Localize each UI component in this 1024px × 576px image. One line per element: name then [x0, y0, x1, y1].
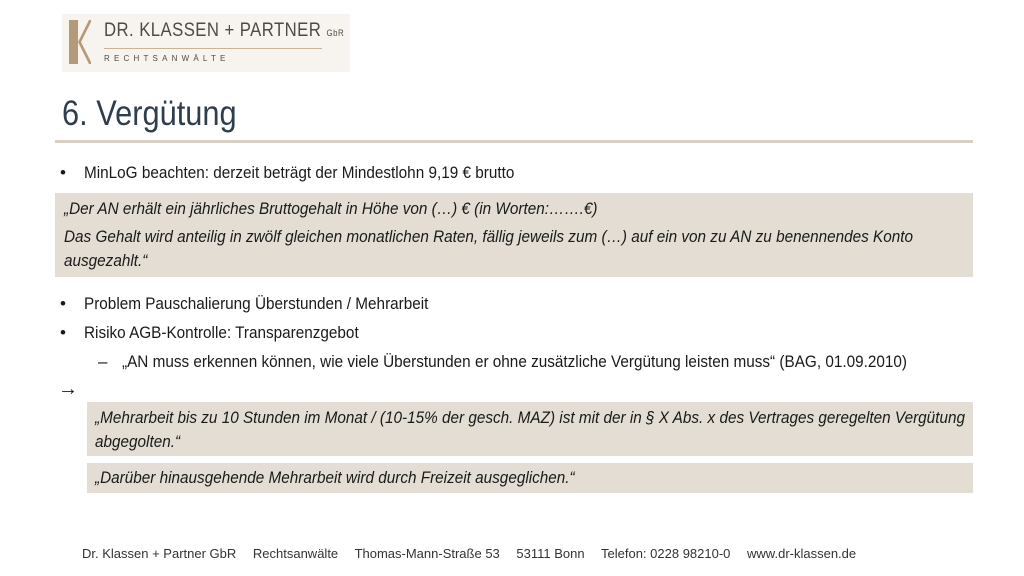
title-divider — [55, 140, 973, 143]
logo-suffix: GbR — [326, 28, 345, 38]
slide-title: 6. Vergütung — [62, 94, 237, 133]
bullet-minlog-text: MinLoG beachten: derzeit beträgt der Mindestlohn 9,19 € brutto — [84, 163, 515, 182]
bullet-pauschalierung-text: Problem Pauschalierung Überstunden / Mehrarbeit — [84, 294, 429, 313]
bullet-marker: • — [60, 294, 66, 313]
logo-firm-name: DR. KLASSEN + PARTNER GbR — [104, 20, 345, 41]
quote-freetime-text: „Darüber hinausgehende Mehrarbeit wird durch Freizeit ausgeglichen.“ — [95, 468, 575, 487]
right-arrow-icon: → — [58, 378, 78, 400]
sub-bullet-bag-text: „AN muss erkennen können, wie viele Überstunden er ohne zusätzliche Vergütung leisten muss“ (BAG, 01.09.2010) — [122, 352, 907, 371]
quote-overtime-text: „Mehrarbeit bis zu 10 Stunden im Monat / (10-15% der gesch. MAZ) ist mit der in § X Abs. x des Vertrages geregelten Vergütung abgegolten.“ — [95, 408, 965, 451]
bullet-pauschalierung — [60, 294, 467, 314]
footer-street: Thomas-Mann-Straße 53 — [354, 546, 500, 561]
sub-bullet-marker: – — [98, 352, 108, 371]
footer-city: 53111 Bonn — [516, 546, 585, 561]
k-monogram-icon — [69, 20, 91, 64]
bullet-minlog — [60, 163, 562, 183]
quote-freetime-clause — [87, 463, 973, 493]
bullet-agb-kontrolle-text: Risiko AGB-Kontrolle: Transparenzgebot — [84, 323, 359, 342]
logo-subtitle: RECHTSANWÄLTE — [104, 54, 230, 63]
footer-website-link[interactable]: www.dr-klassen.de — [747, 546, 857, 561]
bullet-agb-kontrolle — [60, 323, 389, 343]
quote-salary-clause — [55, 193, 973, 277]
footer-firm: Dr. Klassen + Partner GbR — [82, 546, 237, 561]
quote-salary-line2: Das Gehalt wird anteilig in zwölf gleichen monatlichen Raten, fällig jeweils zum (…) auf ein von zu AN zu benennendes Konto ausgezahlt.“ — [64, 227, 914, 270]
quote-overtime-clause — [87, 402, 973, 456]
footer-phone: Telefon: 0228 98210-0 — [601, 546, 731, 561]
firm-logo — [62, 14, 350, 72]
bullet-marker: • — [60, 163, 66, 182]
logo-divider — [104, 48, 322, 49]
footer-profession: Rechtsanwälte — [252, 546, 339, 561]
sub-bullet-bag — [98, 352, 994, 372]
footer — [82, 546, 869, 561]
bullet-marker: • — [60, 323, 66, 342]
quote-salary-line1: „Der AN erhält ein jährliches Bruttogehalt in Höhe von (…) € (in Worten:…….€) — [64, 199, 598, 218]
